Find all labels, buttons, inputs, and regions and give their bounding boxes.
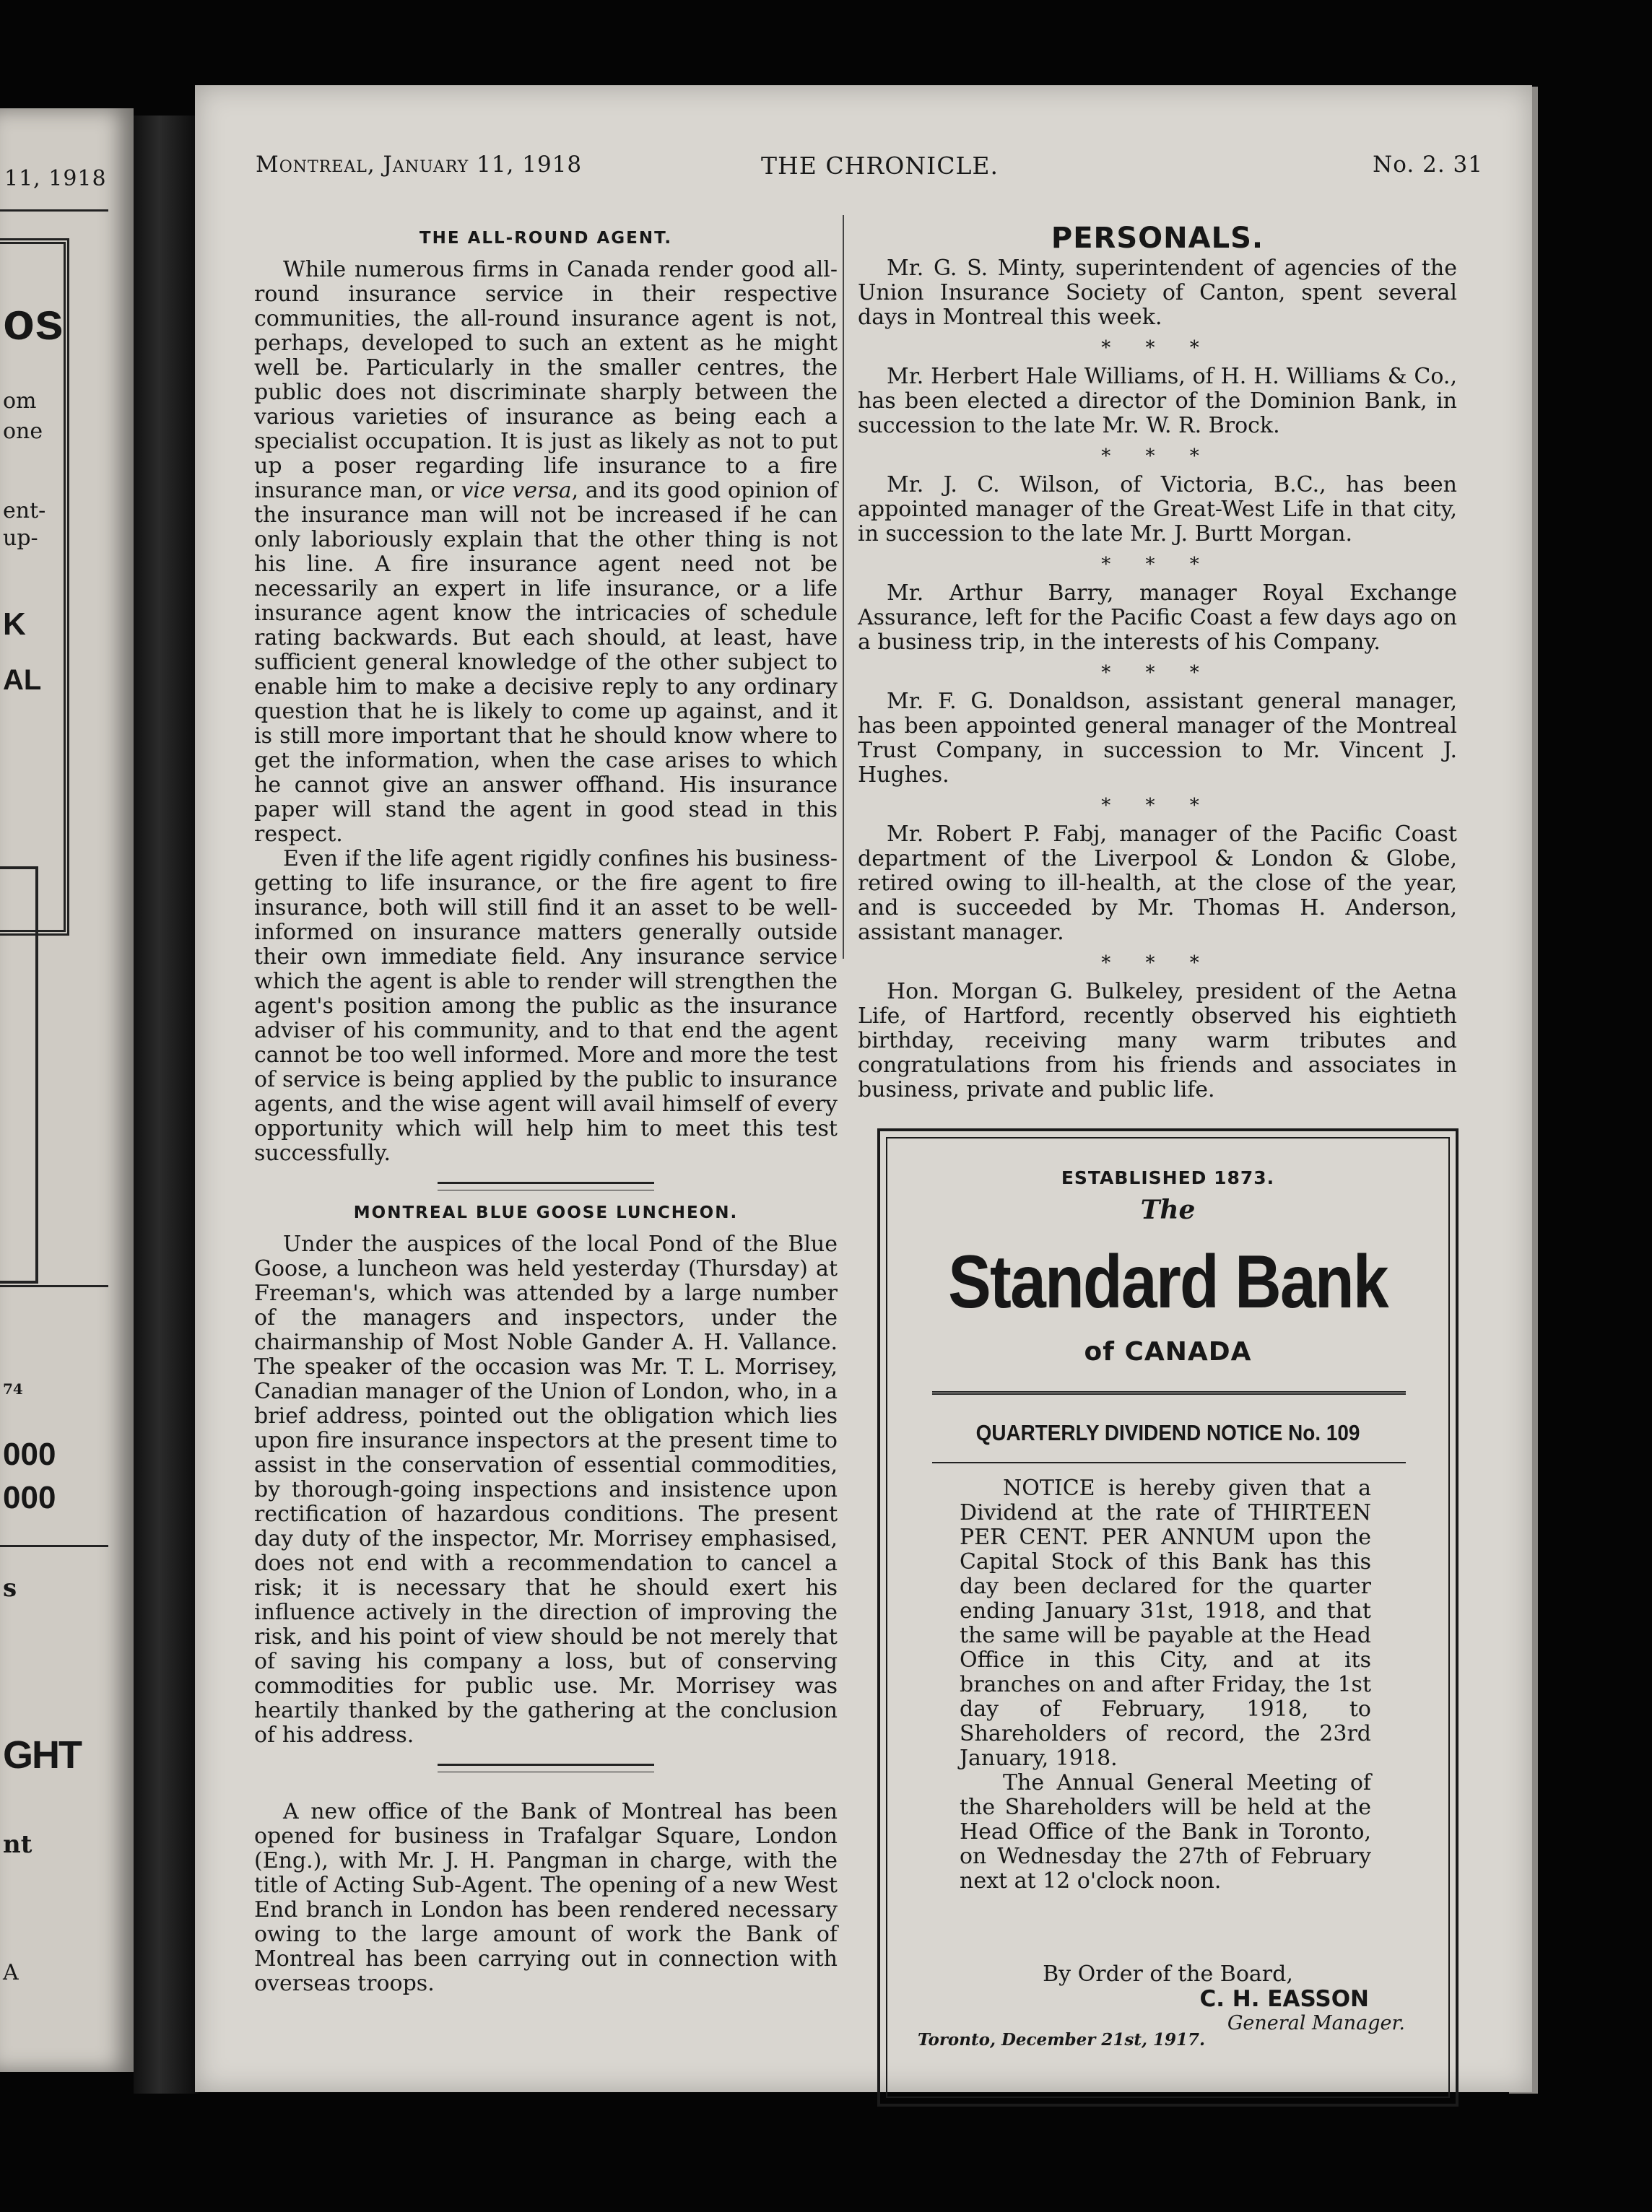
running-header [256, 152, 1483, 192]
right-column [858, 222, 1457, 1102]
paragraph-emphasis: vice versa [461, 478, 572, 503]
personal-item: Mr. Robert P. Fabj, manager of the Pacific Coast department of the Liverpool & London & Globe, retired owing to ill-health, at the close of the year, and is succeeded by Mr. Thomas H. Anderson, assistant manager. [858, 822, 1457, 945]
adjacent-text: nt [3, 1830, 32, 1859]
ad-rule [932, 1391, 1406, 1395]
divider [0, 1545, 108, 1547]
item-separator: * * * [1101, 554, 1214, 575]
section-rule [438, 1182, 654, 1190]
personal-item: Mr. Herbert Hale Williams, of H. H. Williams & Co., has been elected a director of the Dominion Bank, in succession to the late Mr. W. R. Brock. [858, 364, 1457, 438]
adjacent-text: om [3, 388, 37, 414]
adjacent-text: one [3, 419, 43, 444]
adjacent-text: ent- [3, 498, 46, 523]
left-column [254, 226, 838, 1996]
article-paragraph: Even if the life agent rigidly confines his business-getting to life insurance, or the fire agent to fire insurance, both will still find it an asset to be well-informed on insurance matters generally outside their own immediate field. Any insurance service which the agent is able to render will strengthen the agent's position among the public as the insurance adviser of his community, and to that end the agent cannot be too well informed. More and more the test of service is being applied by the public to insurance agents, and the wise agent will avail himself of every opportunity which will help him to meet this test successfully. [254, 846, 838, 1166]
ad-signer: C. H. EASSON [1199, 1986, 1369, 2012]
adjacent-text: 74 [3, 1380, 23, 1398]
header-dateline: Montreal, January 11, 1918 [256, 152, 583, 178]
personal-item: Mr. J. C. Wilson, of Victoria, B.C., has been appointed manager of the Great-West Life in that city, in succession to the late Mr. J. Burtt Morgan. [858, 472, 1457, 547]
adjacent-text: AL [3, 664, 42, 696]
item-separator: * * * [1101, 337, 1214, 359]
ad-bank-name: Standard Bank [948, 1240, 1388, 1324]
ad-notice-title: QUARTERLY DIVIDEND NOTICE No. 109 [975, 1420, 1360, 1445]
adjacent-ad-frame [0, 866, 38, 1284]
divider [0, 1285, 108, 1287]
article-title: THE ALL-ROUND AGENT. [419, 229, 673, 248]
item-separator: * * * [1101, 445, 1214, 467]
ad-country: of CANADA [1084, 1337, 1252, 1367]
personal-item: Mr. Arthur Barry, manager Royal Exchange Assurance, left for the Pacific Coast a few days ago on a business trip, in the interests of his Company. [858, 580, 1457, 655]
item-separator: * * * [1101, 952, 1214, 974]
column-divider [843, 215, 844, 959]
adjacent-text: 000 [3, 1437, 56, 1472]
ad-paragraph: NOTICE is hereby given that a Dividend at the rate of THIRTEEN PER CENT. PER ANNUM upon the Capital Stock of this Bank has this day been declared for the quarter ending January 31st, 1918, and that the same will be payable at the Head Office in this City, and at its branches on and after Friday, the 1st day of February, 1918, to Shareholders of record, the 23rd January, 1918. [960, 1476, 1371, 1771]
article-paragraph: Under the auspices of the local Pond of the Blue Goose, a luncheon was held yesterday (Thursday) at Freeman's, which was attended by a large number of the managers and inspectors, under the chairmanship of Most Noble Gander A. H. Vallance. The speaker of the occasion was Mr. T. L. Morrisey, Canadian manager of the Union of London, who, in a brief address, pointed out the obligation which lies upon fire insurance inspectors at the present time to assist in the conservation of essential commodities, by thorough-going inspections and insistence upon rectification of hazardous conditions. The present day duty of the inspector, Mr. Morrisey emphasised, does not end with a recommendation to cancel a risk; it is necessary that he should exert his influence actively in the direction of improving the risk, and his point of view should be not merely that of saving his company a loss, but of conserving commodities for public use. Mr. Morrisey was heartily thanked by the gathering at the conclusion of his address. [254, 1232, 838, 1748]
paragraph-text: While numerous firms in Canada render good all-round insurance service in their respective communities, the all-round insurance agent is not, perhaps, developed to such an extent as he might well be. Particularly in the smaller centres, the public does not discriminate sharply between the various varieties of insurance as being each a specialist occupation. It is just as likely as not to put up a poser regarding life insurance to a fire insurance man, or [254, 257, 838, 503]
ad-dateline: Toronto, December 21st, 1917. [918, 2030, 1205, 2050]
adjacent-text: os [3, 293, 64, 351]
article-paragraph [254, 258, 838, 847]
ad-established: ESTABLISHED 1873. [1061, 1167, 1275, 1188]
adjacent-text: A [3, 1960, 19, 1985]
adjacent-text: s [3, 1574, 17, 1603]
item-separator: * * * [1101, 795, 1214, 817]
divider [0, 209, 108, 212]
ad-order-line: By Order of the Board, [1043, 1961, 1293, 1987]
paragraph-text: , and its good opinion of the insurance man will not be increased if he can only laboriously explain that the other thing is not his line. A fire insurance agent need not be necessarily an expert in life insurance, or a life insurance agent know the intricacies of schedule rating backwards. But each should, at least, have sufficient general knowledge of the other subject to enable him to make a decisive reply to any ordinary question that he is likely to come up against, and it is still more important that he should know where to get the information, when the case arises to which he cannot give an answer offhand. His insurance paper will stand the agent in good stead in this respect. [254, 478, 838, 847]
ad-article: The [1140, 1195, 1196, 1225]
personal-item: Mr. G. S. Minty, superintendent of agencies of the Union Insurance Society of Canton, spent several days in Montreal this week. [858, 256, 1457, 330]
ad-body [960, 1476, 1371, 1894]
section-rule [438, 1764, 654, 1772]
standard-bank-advertisement [877, 1128, 1458, 2107]
adjacent-page-fragment [0, 108, 134, 2072]
item-separator: * * * [1101, 662, 1214, 684]
adjacent-text: GHT [3, 1733, 81, 1777]
article-title: MONTREAL BLUE GOOSE LUNCHEON. [353, 1203, 739, 1222]
publication-title: THE CHRONICLE. [761, 152, 999, 180]
article-paragraph: A new office of the Bank of Montreal has been opened for business in Trafalgar Square, London (Eng.), with Mr. J. H. Pangman in charge, with the title of Acting Sub-Agent. The opening of a new West End branch in London has been rendered necessary owing to the large amount of work the Bank of Montreal has been carrying out in connection with overseas troops. [254, 1799, 838, 1996]
article-title: PERSONALS. [1051, 222, 1264, 255]
ad-signer-position: General Manager. [1227, 2012, 1405, 2034]
ad-rule [932, 1462, 1406, 1463]
personal-item: Mr. F. G. Donaldson, assistant general manager, has been appointed general manager of the Montreal Trust Company, in succession to Mr. Vincent J. Hughes. [858, 689, 1457, 788]
adjacent-page-date: 11, 1918 [4, 166, 107, 191]
ad-paragraph: The Annual General Meeting of the Shareholders will be held at the Head Office of the Bank in Toronto, on Wednesday the 27th of February next at 12 o'clock noon. [960, 1770, 1371, 1894]
adjacent-text: 000 [3, 1480, 56, 1515]
book-gutter [134, 116, 199, 2094]
page-number: No. 2. 31 [1373, 152, 1483, 178]
adjacent-text: K [3, 606, 26, 642]
personal-item: Hon. Morgan G. Bulkeley, president of the Aetna Life, of Hartford, recently observed his eightieth birthday, receiving many warm tributes and congratulations from his friends and associates in business, private and public life. [858, 979, 1457, 1102]
newspaper-page [195, 85, 1532, 2092]
adjacent-text: up- [3, 526, 38, 551]
